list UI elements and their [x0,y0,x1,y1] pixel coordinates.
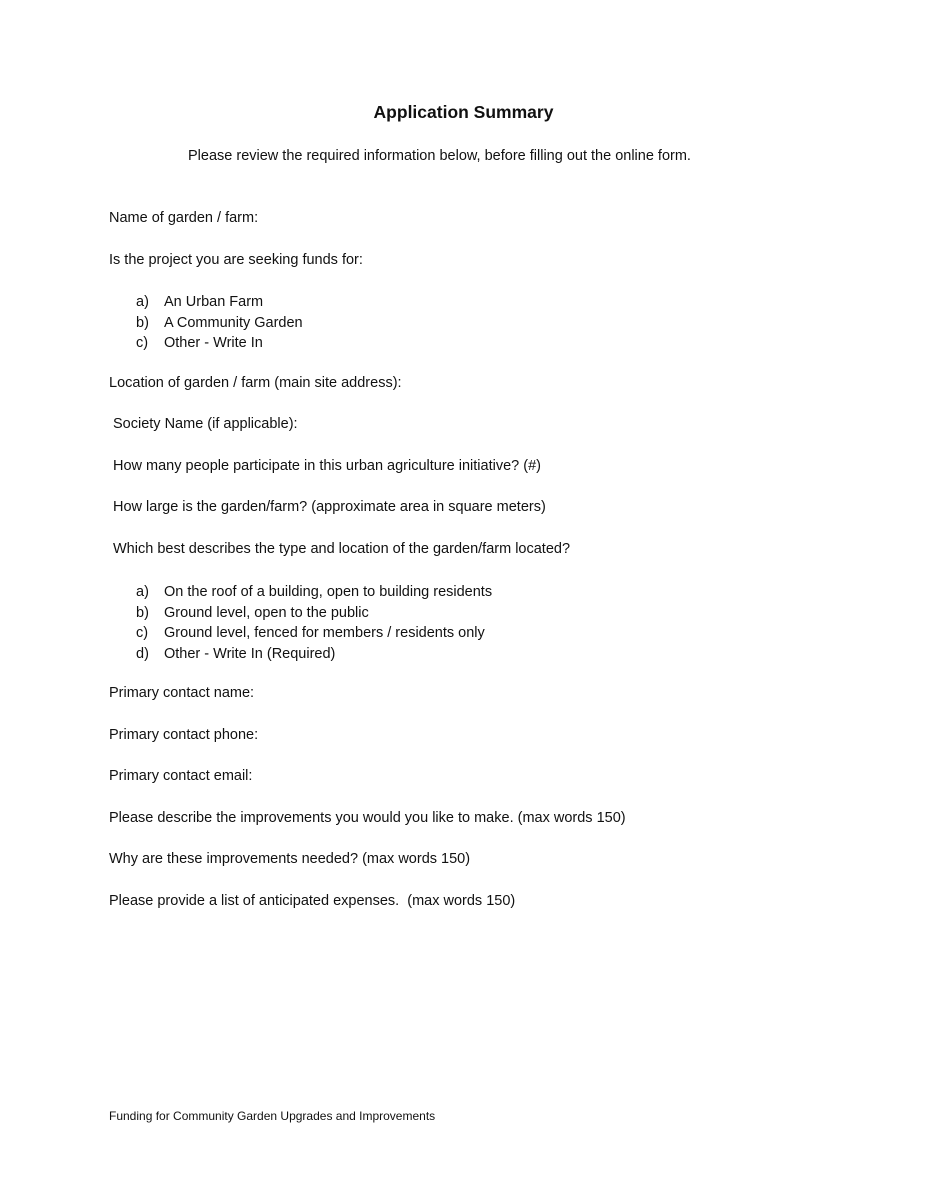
list-item [136,603,492,624]
question-garden-name: Name of garden / farm: [109,210,259,226]
option-letter: b) [136,314,149,331]
option-text: A Community Garden [164,314,303,331]
page-title: Application Summary [373,102,554,122]
question-contact-phone: Primary contact phone: [109,727,259,743]
question-contact-name: Primary contact name: [109,685,255,701]
option-text: An Urban Farm [164,294,264,310]
option-text: On the roof of a building, open to building residents [164,584,493,600]
question-improvements: Please describe the improvements you would you like to make. (max words 150) [109,810,626,826]
option-letter: a) [136,584,149,600]
option-text: Ground level, open to the public [164,604,369,621]
page-footer: Funding for Community Garden Upgrades and Improvements [109,1109,436,1123]
option-text: Other - Write In (Required) [164,646,336,663]
list-item [136,644,492,665]
page-subtitle: Please review the required information below, before filling out the online form. [188,148,691,164]
question-contact-email: Primary contact email: [109,768,253,784]
list-item [136,292,303,313]
list-item [136,333,303,354]
garden-type-options [136,582,492,665]
question-society-name: Society Name (if applicable): [113,416,298,432]
question-size: How large is the garden/farm? (approximate area in square meters) [113,499,546,515]
option-text: Other - Write In [164,335,263,352]
project-type-options [136,292,303,354]
option-letter: c) [136,625,149,642]
option-letter: b) [136,604,149,621]
option-text: Ground level, fenced for members / residents only [164,625,485,642]
question-location: Location of garden / farm (main site address): [109,375,402,391]
list-item [136,623,492,644]
option-letter: c) [136,335,149,352]
question-project-type: Is the project you are seeking funds for: [109,252,363,268]
question-garden-type: Which best describes the type and location of the garden/farm located? [113,541,571,557]
question-expenses: Please provide a list of anticipated expenses. (max words 150) [109,893,516,909]
option-letter: a) [136,294,149,310]
option-letter: d) [136,646,149,663]
question-why-needed: Why are these improvements needed? (max words 150) [109,851,471,867]
list-item [136,313,303,334]
list-item [136,582,492,603]
question-participants: How many people participate in this urban agriculture initiative? (#) [113,458,541,474]
